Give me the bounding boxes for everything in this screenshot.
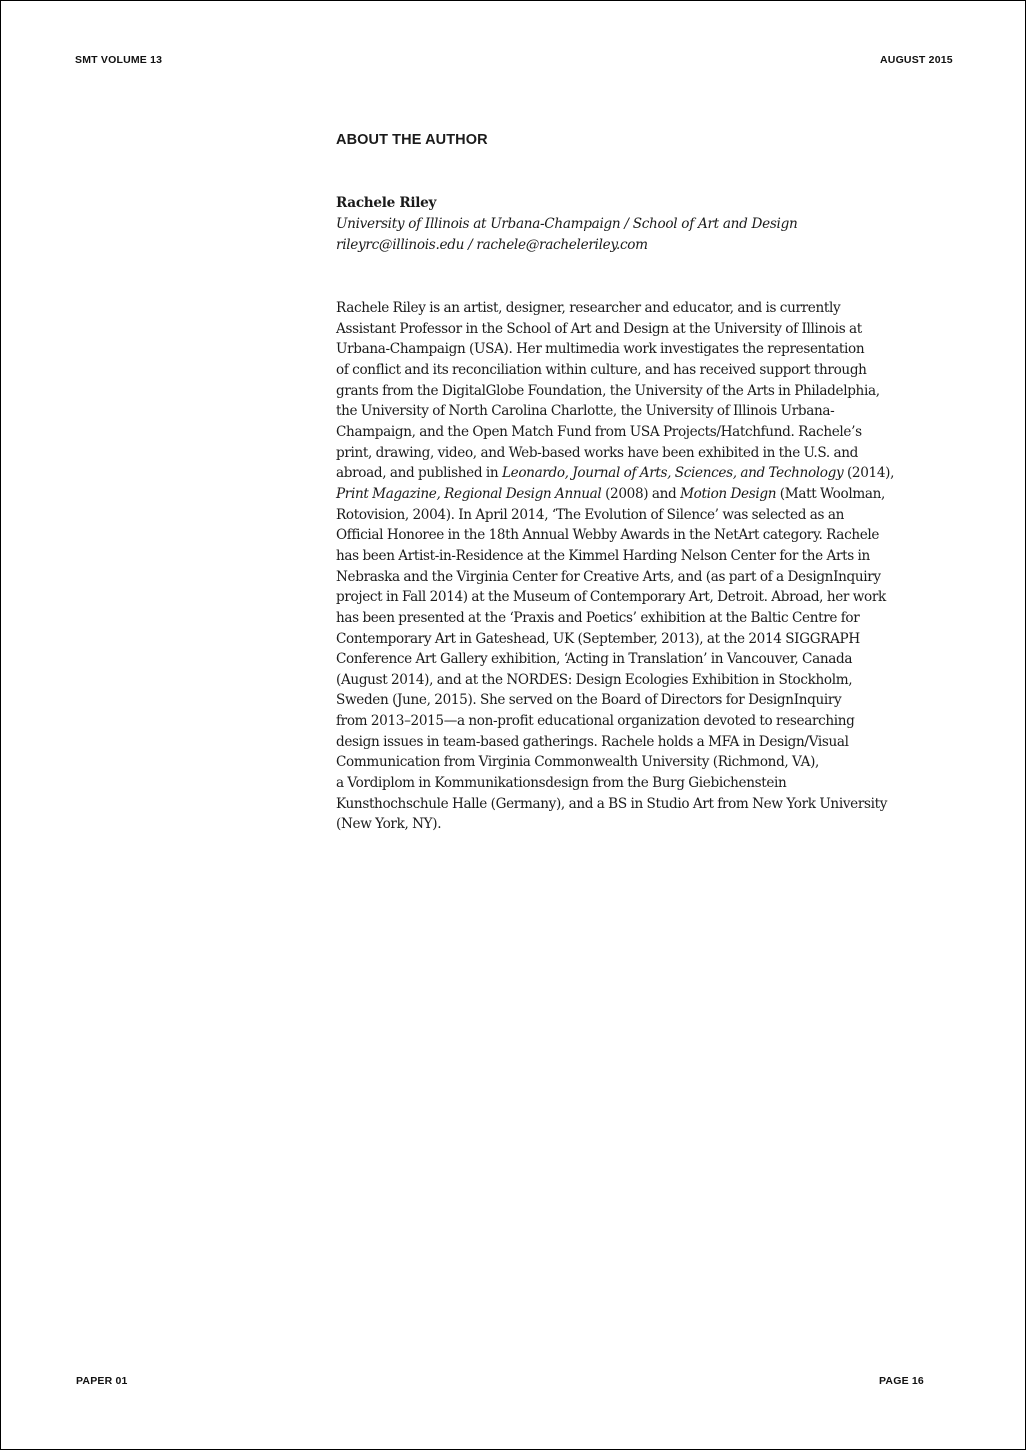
bio-line: of conflict and its reconciliation within culture, and has received support through <box>336 361 867 378</box>
bio-text: (2014), <box>843 465 895 482</box>
running-footer-page-number: PAGE 16 <box>879 1375 924 1387</box>
bio-line: from 2013–2015—a non-profit educational organization devoted to researching <box>336 713 855 730</box>
bio-line: print, drawing, video, and Web-based works have been exhibited in the U.S. and <box>336 444 859 461</box>
bio-line: Communication from Virginia Commonwealth University (Richmond, VA), <box>336 754 819 771</box>
bio-line: (New York, NY). <box>336 816 442 833</box>
bio-line: project in Fall 2014) at the Museum of Contemporary Art, Detroit. Abroad, her work <box>336 589 886 606</box>
main-content <box>336 130 895 835</box>
bio-line <box>336 484 886 505</box>
bio-line: a Vordiplom in Kommunikationsdesign from the Burg Giebichenstein <box>336 775 787 792</box>
bio-line: design issues in team-based gatherings. Rachele holds a MFA in Design/Visual <box>336 733 849 750</box>
bio-text: (Matt Woolman, <box>776 485 886 502</box>
bio-line: (August 2014), and at the NORDES: Design Ecologies Exhibition in Stockholm, <box>336 671 853 688</box>
bio-line: has been Artist-in-Residence at the Kimmel Harding Nelson Center for the Arts in <box>336 547 870 564</box>
bio-line: Sweden (June, 2015). She served on the Board of Directors for DesignInquiry <box>336 692 842 709</box>
running-footer-paper: PAPER 01 <box>76 1375 128 1387</box>
bio-line: Assistant Professor in the School of Art and Design at the University of Illinois at <box>336 320 862 337</box>
bio-line: Nebraska and the Virginia Center for Creative Arts, and (as part of a DesignInquiry <box>336 568 881 585</box>
bio-line: has been presented at the ‘Praxis and Poetics’ exhibition at the Baltic Centre for <box>336 609 860 626</box>
bio-line: Rachele Riley is an artist, designer, researcher and educator, and is currently <box>336 300 841 316</box>
author-emails: rileyrc@illinois.edu / rachele@racheleriley.com <box>336 237 648 253</box>
bio-line: Conference Art Gallery exhibition, ‘Acting in Translation’ in Vancouver, Canada <box>336 651 853 668</box>
author-bio <box>336 298 895 835</box>
bio-line: the University of North Carolina Charlotte, the University of Illinois Urbana- <box>336 403 835 420</box>
publication-title: Print Magazine, Regional Design Annual <box>336 485 602 502</box>
bio-line: Rotovision, 2004). In April 2014, ‘The Evolution of Silence’ was selected as an <box>336 506 844 523</box>
bio-line: Official Honoree in the 18th Annual Webby Awards in the NetArt category. Rachele <box>336 527 880 544</box>
publication-title: Leonardo, Journal of Arts, Sciences, and Technology <box>501 465 844 482</box>
bio-line <box>336 463 895 484</box>
author-affiliation: University of Illinois at Urbana-Champaign / School of Art and Design <box>336 216 798 232</box>
author-name: Rachele Riley <box>336 195 437 211</box>
section-title: ABOUT THE AUTHOR <box>336 132 488 148</box>
bio-text: (2008) and <box>601 485 681 502</box>
author-block <box>336 193 881 256</box>
bio-line: Urbana-Champaign (USA). Her multimedia work investigates the representation <box>336 341 865 358</box>
bio-line: Contemporary Art in Gateshead, UK (September, 2013), at the 2014 SIGGRAPH <box>336 630 860 647</box>
bio-line: grants from the DigitalGlobe Foundation, the University of the Arts in Philadelphia, <box>336 382 880 399</box>
publication-title: Motion Design <box>680 485 777 502</box>
bio-text: abroad, and published in <box>336 465 502 482</box>
bio-line: Champaign, and the Open Match Fund from USA Projects/Hatchfund. Rachele’s <box>336 423 862 440</box>
bio-line: Kunsthochschule Halle (Germany), and a BS in Studio Art from New York University <box>336 795 888 812</box>
running-header-volume: SMT VOLUME 13 <box>75 54 163 66</box>
running-header-date: AUGUST 2015 <box>880 54 953 66</box>
